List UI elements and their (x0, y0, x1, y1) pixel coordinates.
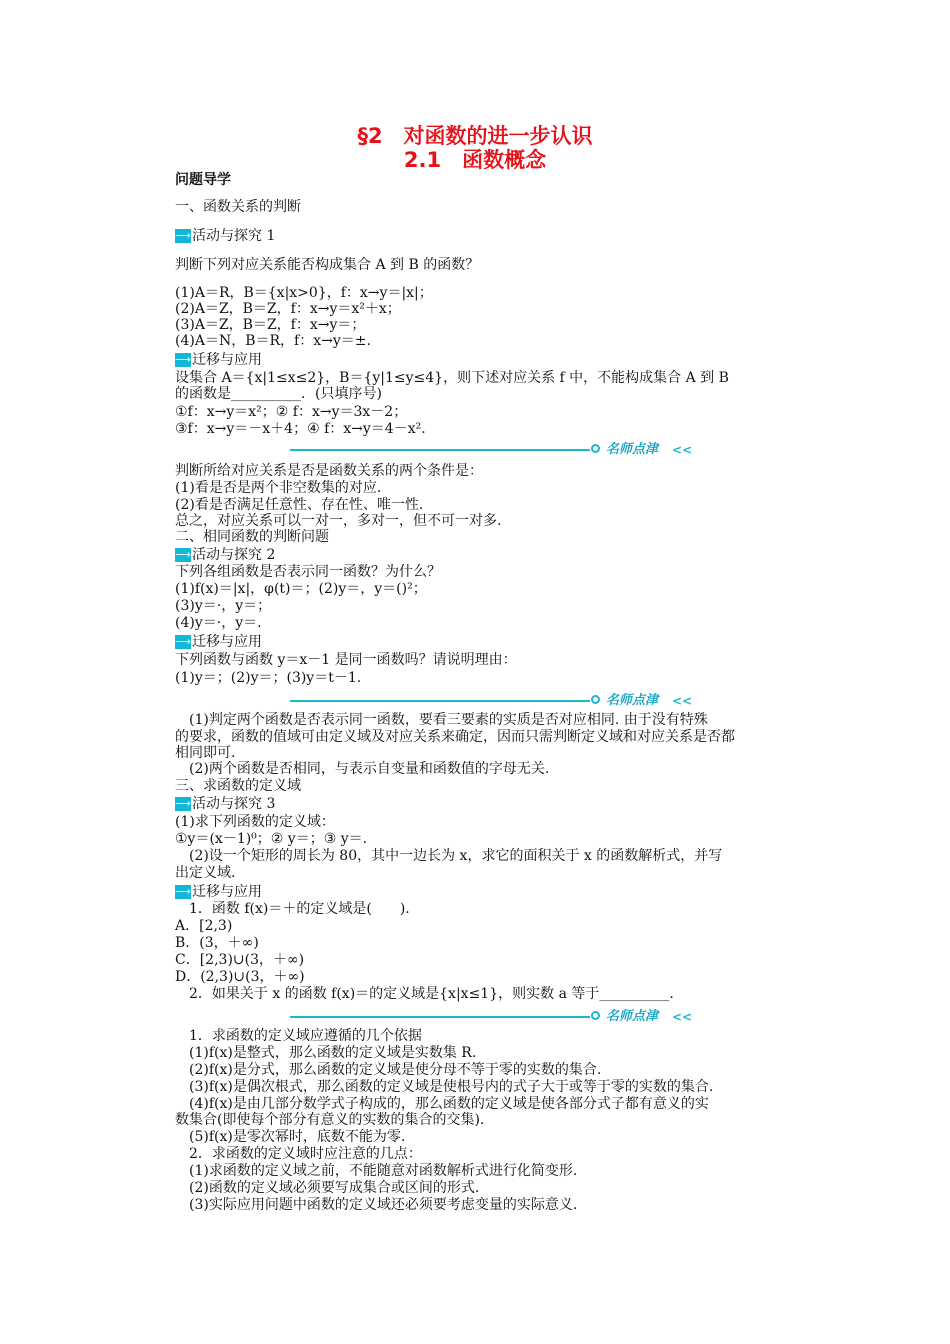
paragraph: (2)函数的定义域必须要写成集合或区间的形式. (175, 1180, 480, 1196)
paragraph: (1)求下列函数的定义域： (175, 814, 335, 830)
paragraph: ①f：x→y＝x²；② f：x→y＝3x－2； (175, 404, 408, 420)
section-heading: 问题导学 (175, 172, 231, 188)
tip-badge: 名师点津 (606, 1009, 659, 1024)
arrow-icon: ⟶ (175, 353, 191, 366)
paragraph: (1)A＝R，B＝{x|x>0}，f：x→y＝|x|； (175, 285, 433, 301)
paragraph: (1)看是否是两个非空数集的对应. (175, 480, 382, 496)
paragraph: 2．求函数的定义域时应注意的几点： (175, 1146, 422, 1162)
activity-tag-1: ⟶活动与探究 1 (175, 228, 276, 244)
activity-tag-3: ⟶活动与探究 3 (175, 796, 276, 812)
tip-badge: 名师点津 (606, 693, 659, 708)
part-heading-2: 二、相同函数的判断问题 (175, 529, 329, 545)
paragraph: 下列各组函数是否表示同一函数？为什么？ (175, 564, 441, 580)
paragraph: (3)实际应用问题中函数的定义域还必须要考虑变量的实际意义. (175, 1197, 578, 1213)
option-a: A．[2,3) (175, 918, 233, 934)
paragraph: (4)y＝·，y＝. (175, 615, 262, 631)
paragraph: 判断所给对应关系是否是函数关系的两个条件是： (175, 463, 483, 479)
paragraph: (1)f(x)＝|x|，φ(t)＝；(2)y＝，y＝()²； (175, 581, 427, 597)
apply-tag-3: ⟶迁移与应用 (175, 884, 262, 900)
paragraph: 判断下列对应关系能否构成集合 A 到 B 的函数？ (175, 257, 480, 273)
option-c: C．[2,3)∪(3，＋∞) (175, 952, 305, 968)
paragraph: 下列函数与函数 y＝x－1 是同一函数吗？请说明理由： (175, 652, 517, 668)
paragraph: 2．如果关于 x 的函数 f(x)＝的定义域是{x|x≤1}，则实数 a 等于__________. (175, 986, 674, 1002)
option-b: B．(3，＋∞) (175, 935, 259, 951)
activity-tag-2: ⟶活动与探究 2 (175, 547, 276, 563)
paragraph: (4)A＝N，B＝R，f：x→y＝±. (175, 333, 371, 349)
paragraph: 总之，对应关系可以一对一，多对一，但不可一对多. (175, 513, 502, 529)
paragraph: (3)y＝·，y＝； (175, 598, 272, 614)
arrow-icon: ⟶ (175, 548, 191, 561)
paragraph: 相同即可. (175, 745, 236, 761)
paragraph: (1)f(x)是整式，那么函数的定义域是实数集 R. (175, 1045, 477, 1061)
apply-tag-2: ⟶迁移与应用 (175, 634, 262, 650)
paragraph: ①y＝(x－1)⁰；② y＝；③ y＝. (175, 831, 368, 847)
paragraph: 数集合(即使每个部分有意义的实数的集合的交集). (175, 1112, 485, 1128)
tip-divider (290, 1008, 700, 1026)
arrow-icon: ⟶ (175, 229, 191, 242)
double-chevron-left-icon: << (672, 1010, 693, 1024)
subsection-title: 2.1 函数概念 (403, 148, 547, 172)
paragraph: (1)判定两个函数是否表示同一函数，要看三要素的实质是否对应相同. 由于没有特殊 (175, 712, 708, 728)
paragraph: (3)A＝Z，B＝Z，f：x→y＝； (175, 317, 366, 333)
arrow-icon: ⟶ (175, 635, 191, 648)
paragraph: 1．求函数的定义域应遵循的几个依据 (175, 1028, 422, 1044)
section-title: §2 对函数的进一步认识 (357, 124, 593, 148)
paragraph: 设集合 A＝{x|1≤x≤2}，B＝{y|1≤y≤4}，则下述对应关系 f 中，不能构成集合 A 到 B (175, 370, 729, 386)
part-heading-1: 一、函数关系的判断 (175, 199, 301, 215)
paragraph: 的要求，函数的值域可由定义域及对应关系来确定，因而只需判断定义域和对应关系是否都 (175, 729, 735, 745)
double-chevron-left-icon: << (672, 443, 693, 457)
arrow-icon: ⟶ (175, 885, 191, 898)
tip-badge: 名师点津 (606, 442, 659, 457)
paragraph: 1．函数 f(x)＝＋的定义域是( ). (175, 901, 410, 917)
paragraph: (4)f(x)是由几部分数学式子构成的，那么函数的定义域是使各部分式子都有意义的实 (175, 1096, 709, 1112)
paragraph: (2)f(x)是分式，那么函数的定义域是使分母不等于零的实数的集合. (175, 1062, 602, 1078)
paragraph: (2)看是否满足任意性、存在性、唯一性. (175, 497, 424, 513)
arrow-icon: ⟶ (175, 797, 191, 810)
part-heading-3: 三、求函数的定义域 (175, 778, 301, 794)
paragraph: (2)两个函数是否相同，与表示自变量和函数值的字母无关. (175, 761, 550, 777)
paragraph: (2)A＝Z，B＝Z，f：x→y＝x²＋x； (175, 301, 401, 317)
paragraph: (3)f(x)是偶次根式，那么函数的定义域是使根号内的式子大于或等于零的实数的集合. (175, 1079, 714, 1095)
option-d: D．(2,3)∪(3，＋∞) (175, 969, 305, 985)
paragraph: (5)f(x)是零次幂时，底数不能为零. (175, 1129, 406, 1145)
paragraph: (1)求函数的定义域之前，不能随意对函数解析式进行化简变形. (175, 1163, 578, 1179)
apply-tag-1: ⟶迁移与应用 (175, 352, 262, 368)
paragraph: (1)y＝；(2)y＝；(3)y＝t－1. (175, 670, 362, 686)
double-chevron-left-icon: << (672, 694, 693, 708)
paragraph: 的函数是__________．(只填序号) (175, 386, 382, 402)
tip-divider (290, 441, 700, 459)
paragraph: (2)设一个矩形的周长为 80，其中一边长为 x，求它的面积关于 x 的函数解析式，并写 (175, 848, 723, 864)
tip-divider (290, 692, 700, 710)
paragraph: ③f：x→y＝－x＋4；④ f：x→y＝4－x². (175, 421, 426, 437)
paragraph: 出定义域. (175, 865, 236, 881)
